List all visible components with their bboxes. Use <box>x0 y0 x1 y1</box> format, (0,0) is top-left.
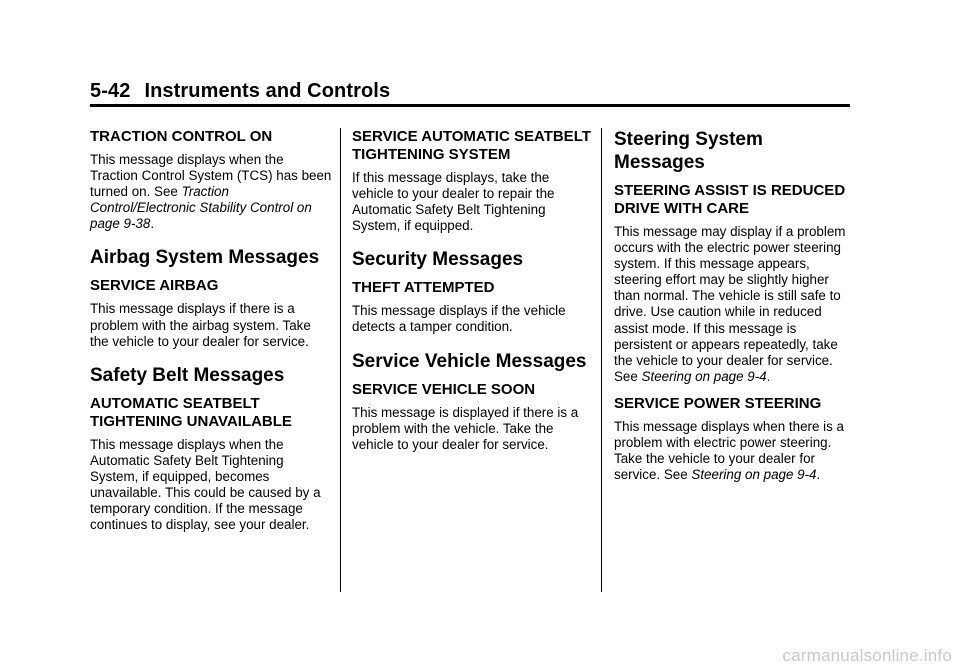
paragraph-service-vehicle-soon: This message is displayed if there is a problem with the vehicle. Take the vehicle to your dealer for service. <box>352 404 579 452</box>
paragraph-service-power-steering <box>614 419 854 483</box>
section-title: Instruments and Controls <box>144 80 391 102</box>
text: . <box>150 216 155 232</box>
paragraph-automatic-seatbelt-unavailable: This message displays when the Automatic Safety Belt Tightening System, if equipped, becomes unavailable. This could be caused by a temporary condition. If the message continues to display, see your dealer. <box>90 436 321 533</box>
link-steering-reference-1[interactable]: Steering on page 9-4 <box>641 368 767 384</box>
text: This message displays when there is a problem with electric power steering. Take the vehicle to your dealer for service. See <box>614 418 844 483</box>
heading-steering-assist-reduced: STEERING ASSIST IS REDUCED DRIVE WITH CARE <box>614 182 846 217</box>
paragraph-service-airbag: This message displays if there is a problem with the airbag system. Take the vehicle to your dealer for service. <box>90 301 311 349</box>
heading-service-vehicle-messages: Service Vehicle Messages <box>352 350 587 372</box>
column-3 <box>614 128 854 493</box>
heading-service-airbag: SERVICE AIRBAG <box>90 277 219 295</box>
heading-theft-attempted: THEFT ATTEMPTED <box>352 279 495 297</box>
paragraph-theft-attempted: This message displays if the vehicle detects a tamper condition. <box>352 303 566 335</box>
text: This message displays when the Traction Control System (TCS) has been turned on. See <box>90 152 332 200</box>
heading-steering-system-messages: Steering System Messages <box>614 129 763 173</box>
page-number: 5-42 <box>90 80 131 102</box>
header-rule <box>90 104 850 107</box>
page-header <box>90 80 390 103</box>
heading-safety-belt-messages: Safety Belt Messages <box>90 364 285 386</box>
watermark: carmanualsonline.info <box>782 646 952 665</box>
text: . <box>816 467 821 483</box>
heading-airbag-system-messages: Airbag System Messages <box>90 247 320 269</box>
heading-service-power-steering: SERVICE POWER STEERING <box>614 394 822 412</box>
column-divider-2 <box>601 128 602 592</box>
heading-service-vehicle-soon: SERVICE VEHICLE SOON <box>352 380 536 398</box>
paragraph-traction-control <box>90 152 332 232</box>
text: . <box>766 368 771 384</box>
paragraph-steering-assist-reduced <box>614 224 854 385</box>
heading-service-automatic-seatbelt: SERVICE AUTOMATIC SEATBELT TIGHTENING SYSTEM <box>352 128 591 163</box>
column-divider-1 <box>340 128 341 592</box>
column-1 <box>90 128 332 543</box>
heading-security-messages: Security Messages <box>352 249 524 271</box>
link-traction-reference[interactable]: Traction Control/Electronic Stability Control on page 9-38 <box>90 184 312 232</box>
heading-traction-control-on: TRACTION CONTROL ON <box>90 128 273 145</box>
heading-automatic-seatbelt-unavailable: AUTOMATIC SEATBELT TIGHTENING UNAVAILABLE <box>90 394 292 430</box>
paragraph-service-automatic-seatbelt: If this message displays, take the vehicle to your dealer to repair the Automatic Safety Belt Tightening System, if equipped. <box>352 170 555 234</box>
column-2 <box>352 128 592 463</box>
text: This message may display if a problem occurs with the electric power steering system. If this message appears, steering effort may be slightly higher than normal. The vehicle is still safe to drive. Use caution while in reduced assist mode. If this message is persistent or appears repeatedly, take the vehicle to your dealer for service. See <box>614 224 846 384</box>
link-steering-reference-2[interactable]: Steering on page 9-4 <box>691 467 817 483</box>
